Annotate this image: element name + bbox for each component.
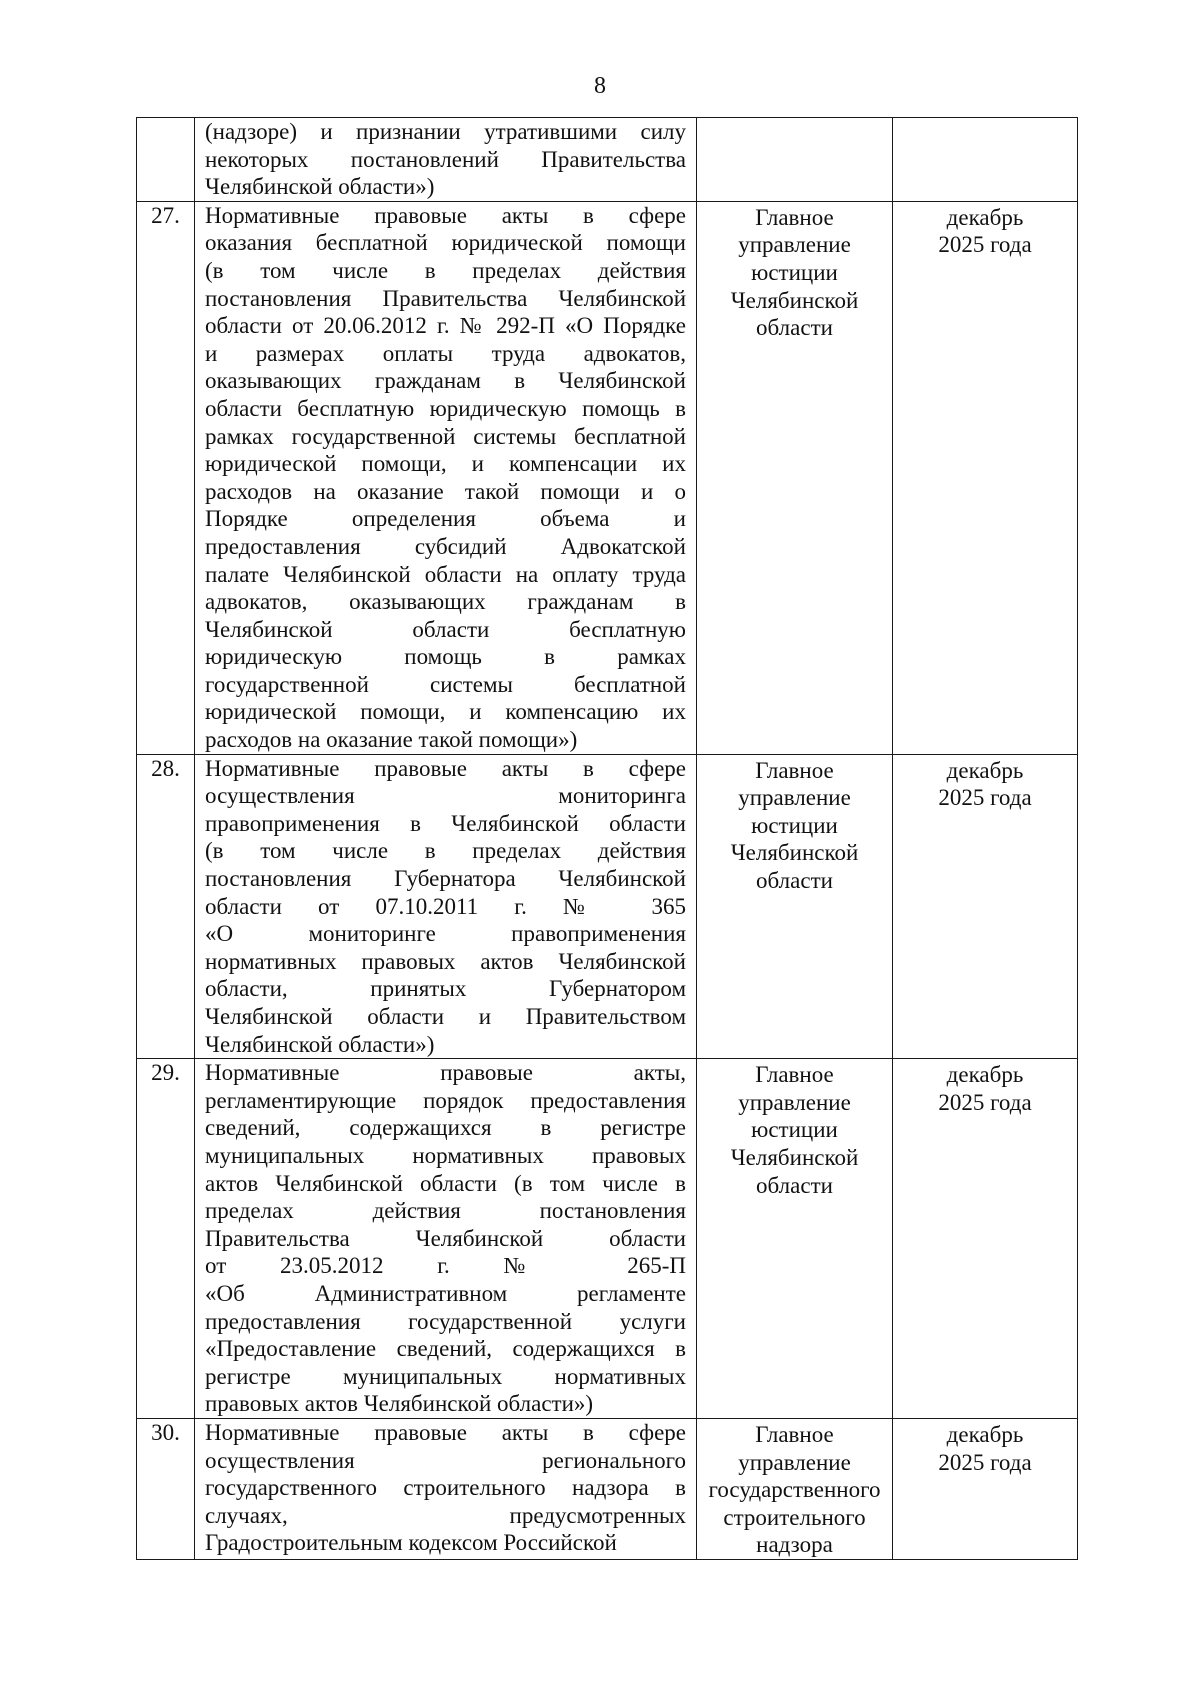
plan-table-body <box>137 118 1078 1560</box>
description-line: предоставления государственной услуги <box>205 1308 686 1334</box>
responsible-line: Челябинской <box>730 840 859 866</box>
deadline <box>893 118 1078 202</box>
row-number: 28. <box>137 754 195 1059</box>
description-line: осуществления мониторинга <box>205 783 686 809</box>
description-line: расходов на оказание такой помощи») <box>205 727 578 753</box>
description-line: области бесплатную юридическую помощь в <box>205 395 686 421</box>
description-line: области, принятых Губернатором <box>205 976 686 1002</box>
description-line: (в том числе в пределах действия <box>205 838 686 864</box>
deadline-line: декабрь <box>946 1062 1024 1088</box>
table-row <box>137 1059 1078 1419</box>
description-line: Челябинской области») <box>205 1031 435 1057</box>
description-line: муниципальных нормативных правовых <box>205 1142 686 1168</box>
description-line: сведений, содержащихся в регистре <box>205 1115 686 1141</box>
deadline <box>893 1059 1078 1419</box>
description-line: «Об Административном регламенте <box>205 1280 686 1306</box>
description-line: актов Челябинской области (в том числе в <box>205 1170 686 1196</box>
responsible-line: строительного <box>723 1504 866 1530</box>
description-line: палате Челябинской области на оплату труда <box>205 561 686 587</box>
responsible-line: Главное <box>755 1062 834 1088</box>
row-number: 30. <box>137 1418 195 1559</box>
description-line: расходов на оказание такой помощи и о <box>205 478 686 504</box>
description-line: государственной системы бесплатной <box>205 671 686 697</box>
responsible-body <box>697 201 893 754</box>
description-line: Градостроительным кодексом Российской <box>205 1530 617 1556</box>
description-line: Челябинской области бесплатную <box>205 616 686 642</box>
description-line: Нормативные правовые акты в сфере <box>205 1419 686 1445</box>
description-line: предоставления субсидий Адвокатской <box>205 533 686 559</box>
description-line: постановления Правительства Челябинской <box>205 285 686 311</box>
description-line: нормативных правовых актов Челябинской <box>205 948 686 974</box>
deadline <box>893 754 1078 1059</box>
description-line: постановления Губернатора Челябинской <box>205 866 686 892</box>
responsible-line: Главное <box>755 757 834 783</box>
act-description <box>195 1418 697 1559</box>
responsible-body <box>697 1059 893 1419</box>
description-line: Порядке определения объема и <box>205 506 686 532</box>
description-line: Нормативные правовые акты в сфере <box>205 202 686 228</box>
responsible-line: управление <box>738 1449 851 1475</box>
act-description <box>195 118 697 202</box>
responsible-line: управление <box>738 232 851 258</box>
row-number: 27. <box>137 201 195 754</box>
table-row <box>137 118 1078 202</box>
page-number: 8 <box>594 73 606 99</box>
description-line: пределах действия постановления <box>205 1198 686 1224</box>
responsible-line: юстиции <box>751 1117 838 1143</box>
description-line: области от 07.10.2011 г. № 365 <box>205 893 686 919</box>
table-row <box>137 201 1078 754</box>
description-line: Нормативные правовые акты, <box>205 1060 686 1086</box>
description-line: «Предоставление сведений, содержащихся в <box>205 1336 686 1362</box>
responsible-line: Челябинской <box>730 1144 859 1170</box>
description-line: Правительства Челябинской области <box>205 1225 686 1251</box>
description-line: от 23.05.2012 г. № 265-П <box>205 1253 686 1279</box>
description-line: государственного строительного надзора в <box>205 1475 686 1501</box>
description-line: осуществления регионального <box>205 1447 686 1473</box>
description-line: «О мониторинге правоприменения <box>205 921 686 947</box>
description-line: случаях, предусмотренных <box>205 1502 686 1528</box>
responsible-line: Главное <box>755 204 834 230</box>
deadline-line: 2025 года <box>938 1449 1032 1475</box>
description-line: адвокатов, оказывающих гражданам в <box>205 589 686 615</box>
deadline <box>893 201 1078 754</box>
responsible-body <box>697 754 893 1059</box>
deadline-line: 2025 года <box>938 1089 1032 1115</box>
description-line: правоприменения в Челябинской области <box>205 810 686 836</box>
description-line: юридической помощи, и компенсацию их <box>205 699 686 725</box>
description-line: (в том числе в пределах действия <box>205 257 686 283</box>
deadline-line: декабрь <box>946 204 1024 230</box>
deadline-line: декабрь <box>946 757 1024 783</box>
responsible-line: области <box>756 1172 833 1198</box>
description-line: регистре муниципальных нормативных <box>205 1363 686 1389</box>
responsible-line: Челябинской <box>730 287 859 313</box>
description-line: Челябинской области») <box>205 174 435 200</box>
description-line: правовых актов Челябинской области») <box>205 1391 594 1417</box>
description-line: некоторых постановлений Правительства <box>205 146 686 172</box>
responsible-line: юстиции <box>751 812 838 838</box>
row-number <box>137 118 195 202</box>
act-description <box>195 201 697 754</box>
responsible-line: управление <box>738 785 851 811</box>
deadline-line: декабрь <box>946 1421 1024 1447</box>
responsible-line: государственного <box>708 1477 881 1503</box>
act-description <box>195 1059 697 1419</box>
description-line: регламентирующие порядок предоставления <box>205 1087 686 1113</box>
table-row <box>137 1418 1078 1559</box>
description-line: Нормативные правовые акты в сфере <box>205 755 686 781</box>
responsible-body <box>697 1418 893 1559</box>
deadline-line: 2025 года <box>938 232 1032 258</box>
act-description <box>195 754 697 1059</box>
responsible-line: юстиции <box>751 259 838 285</box>
deadline <box>893 1418 1078 1559</box>
description-line: и размерах оплаты труда адвокатов, <box>205 340 686 366</box>
description-line: рамках государственной системы бесплатной <box>205 423 686 449</box>
description-line: оказания бесплатной юридической помощи <box>205 230 686 256</box>
description-line: оказывающих гражданам в Челябинской <box>205 368 686 394</box>
description-line: юридической помощи, и компенсации их <box>205 451 686 477</box>
description-line: юридическую помощь в рамках <box>205 644 686 670</box>
responsible-line: управление <box>738 1089 851 1115</box>
row-number: 29. <box>137 1059 195 1419</box>
responsible-line: области <box>756 868 833 894</box>
table-row <box>137 754 1078 1059</box>
responsible-line: надзора <box>756 1532 833 1558</box>
description-line: Челябинской области и Правительством <box>205 1004 686 1029</box>
responsible-line: Главное <box>755 1421 834 1447</box>
responsible-body <box>697 118 893 202</box>
plan-table <box>136 117 1078 1560</box>
description-line: области от 20.06.2012 г. № 292-П «О Порядке <box>205 313 686 339</box>
responsible-line: области <box>756 315 833 341</box>
description-line: (надзоре) и признании утратившими силу <box>205 119 686 144</box>
deadline-line: 2025 года <box>938 785 1032 811</box>
